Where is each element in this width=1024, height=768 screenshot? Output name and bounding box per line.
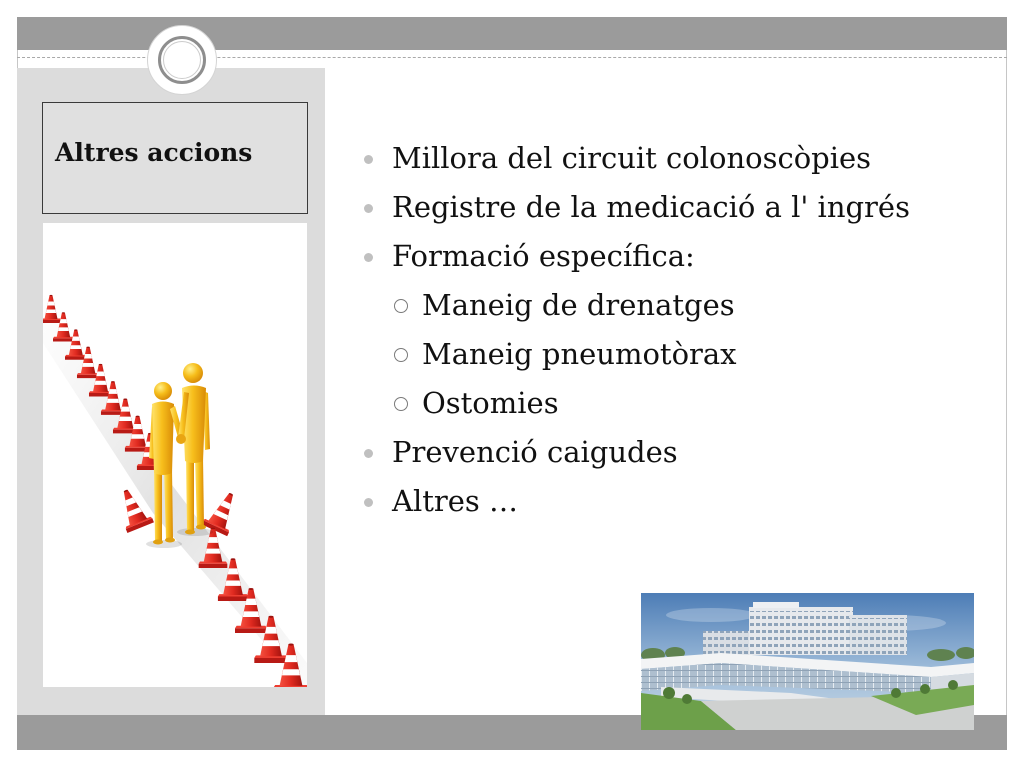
hollow-bullet-icon [394, 397, 408, 411]
sub-list-item [360, 379, 990, 428]
illustration-frame [43, 223, 307, 687]
list-item [360, 232, 990, 281]
bullet-dot-icon [364, 498, 373, 507]
bullet-dot-icon [364, 204, 373, 213]
circle-ornament-inner [163, 41, 201, 79]
list-item [360, 428, 990, 477]
bullet-dot-icon [364, 253, 373, 262]
hollow-bullet-icon [394, 348, 408, 362]
list-item-text: Altres … [392, 484, 518, 518]
fallen-traffic-cone [201, 487, 244, 536]
teamwork-illustration [43, 223, 307, 687]
hollow-bullet-icon [394, 299, 408, 313]
list-item [360, 134, 990, 183]
list-item-text: Registre de la medicació a l' ingrés [392, 190, 910, 224]
list-item-text: Prevenció caigudes [392, 435, 678, 469]
list-item [360, 477, 990, 526]
bullet-dot-icon [364, 449, 373, 458]
list-item-text: Millora del circuit colonoscòpies [392, 141, 872, 175]
bullet-dot-icon [364, 155, 373, 164]
sub-list-item [360, 330, 990, 379]
hospital-building-photo [641, 593, 974, 730]
list-item [360, 183, 990, 232]
sub-list-item [360, 281, 990, 330]
list-item-text: Formació específica: [392, 239, 695, 273]
sub-list-item-text: Ostomies [422, 386, 559, 420]
handshake [176, 434, 186, 444]
sub-list-item-text: Maneig de drenatges [422, 288, 735, 322]
slide-title: Altres accions [55, 138, 253, 167]
title-box [42, 102, 308, 214]
photo-frame [641, 593, 974, 730]
bullet-list [360, 134, 990, 526]
sub-list-item-text: Maneig pneumotòrax [422, 337, 737, 371]
